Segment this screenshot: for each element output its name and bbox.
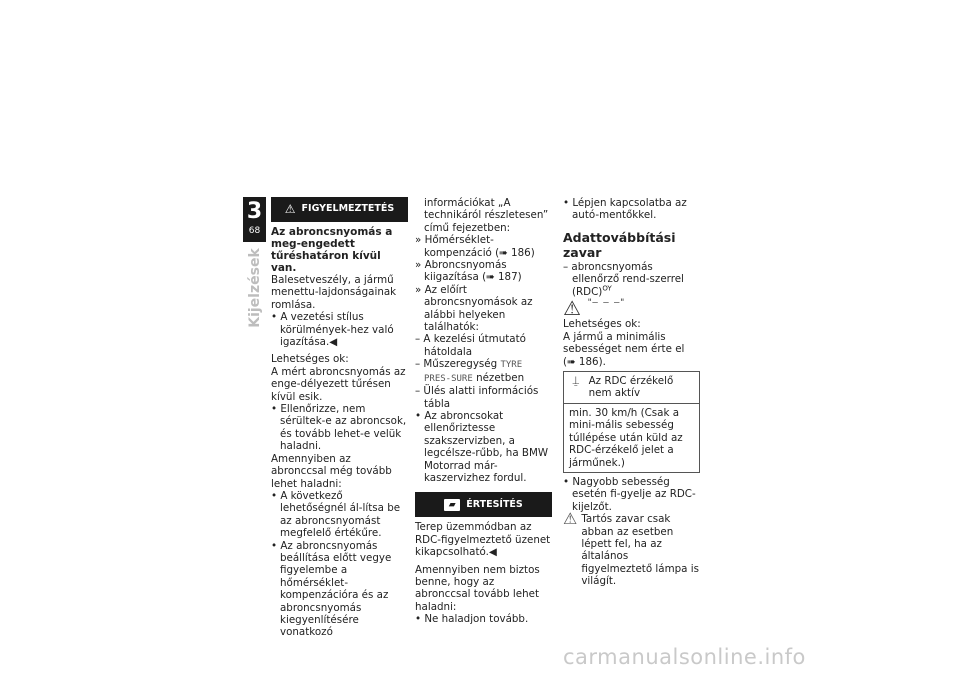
display-value: "– – –" [586,298,625,309]
paragraph: Terep üzemmódban az RDC-figyelmeztető üzenet kikapcsolható.◀ [415,521,551,559]
table-row [564,372,699,404]
tire-sensor-icon: ⍊ [572,374,580,388]
warning-header [271,197,408,222]
column-3 [563,197,700,588]
warning-heading: Az abroncsnyomás a meg-engedett tűréshatáron kívül van. [271,226,393,274]
watermark: carmanualsonline.info [563,645,806,669]
note [563,509,700,588]
warning-title: FIGYELMEZTETÉS [301,203,395,215]
reference-item: » Hőmérséklet-kompenzáció (➠ 186) [415,234,535,259]
warning-triangle-icon: ⚠ [563,509,578,529]
dash-item: – Műszeregység TYRE PRES-SURE nézetben [415,358,525,384]
display-indicator [563,296,700,321]
display-text: TYRE PRES-SURE [424,360,523,384]
motorcycle-icon: ▰ [444,499,460,511]
table-cell: Az RDC érzékelő nem aktív [588,375,674,400]
warning-triangle-icon: ⚠ [563,296,581,321]
bullet-item: • A vezetési stílus körülmények-hez való igazítása.◀ [271,311,394,349]
paragraph: Balesetveszély, a jármű menettu-lajdonságainak romlása. [271,274,397,311]
bullet-item: • Az abroncsnyomás beállítása előtt vegye figyelembe a hőmérséklet-kompenzációra és az abroncsnyomás kiegyenlítésére vonatkozó [271,539,392,639]
paragraph: információkat „A technikáról részletesen” című fejezetben: [424,197,549,234]
bullet-item: • Az abroncsokat ellenőriztesse szakszervizben, a legcélsze-rűbb, ha BMW Motorrad már-kaszervizhez fordul. [415,409,549,484]
notice-title: ÉRTESÍTÉS [466,498,523,510]
column-2 [415,197,552,626]
bullet-item: • Lépjen kapcsolatba az autó-mentőkkel. [563,197,687,222]
bullet-item: • Ne haladjon tovább. [415,613,529,626]
bullet-item: • A következő lehetőségnél ál-lítsa be az abroncsnyomást megfelelő értékűre. [271,489,401,540]
column-1 [271,197,408,639]
chapter-title: Kijelzések [247,248,263,328]
chapter-tab [243,197,266,242]
notice-header [415,492,552,517]
reference-item: » Az előírt abroncsnyomások az alábbi helyeken találhatók: [415,283,533,334]
reference-item: » Abroncsnyomás kiigazítása (➠ 187) [415,259,522,284]
paragraph: A jármű a minimális sebességet nem érte el (➠ 186). [563,330,685,368]
info-table [563,371,700,473]
dash-item: – Ülés alatti információs tábla [415,385,539,410]
warning-triangle-icon: ⚠ [284,202,296,217]
page-number: 68 [248,226,261,236]
paragraph: Lehetséges ok: [271,353,349,366]
bullet-item: • Nagyobb sebesség esetén fi-gyelje az RDC-kijelzőt. [563,475,696,513]
table-row: min. 30 km/h (Csak a mini-mális sebesség túllépése után küld az RDC-érzékelő jelet a járműnek.) [569,406,683,469]
dash-item: – abroncsnyomás ellenőrző rend-szerrel (RDC)$^{OY}$ [563,260,684,298]
paragraph: A mért abroncsnyomás az enge-délyezett tűrésen kívül esik. [271,365,406,403]
bullet-item: • Ellenőrizze, nem sérültek-e az abroncsok, és tovább lehet-e velük haladni. [271,403,407,453]
section-heading: Adattovábbítási zavar [563,229,676,260]
paragraph: Lehetséges ok: [563,318,641,331]
note-text: Tartós zavar csak abban az esetben lépett fel, ha az általános figyelmeztető lámpa is világít. [581,513,699,588]
paragraph: Amennyiben nem biztos benne, hogy az abronccsal tovább lehet haladni: [415,563,540,613]
chapter-number: 3 [246,199,263,224]
dash-item: – A kezelési útmutató hátoldala [415,333,526,358]
paragraph: Amennyiben az abronccsal még tovább lehet haladni: [271,452,392,490]
